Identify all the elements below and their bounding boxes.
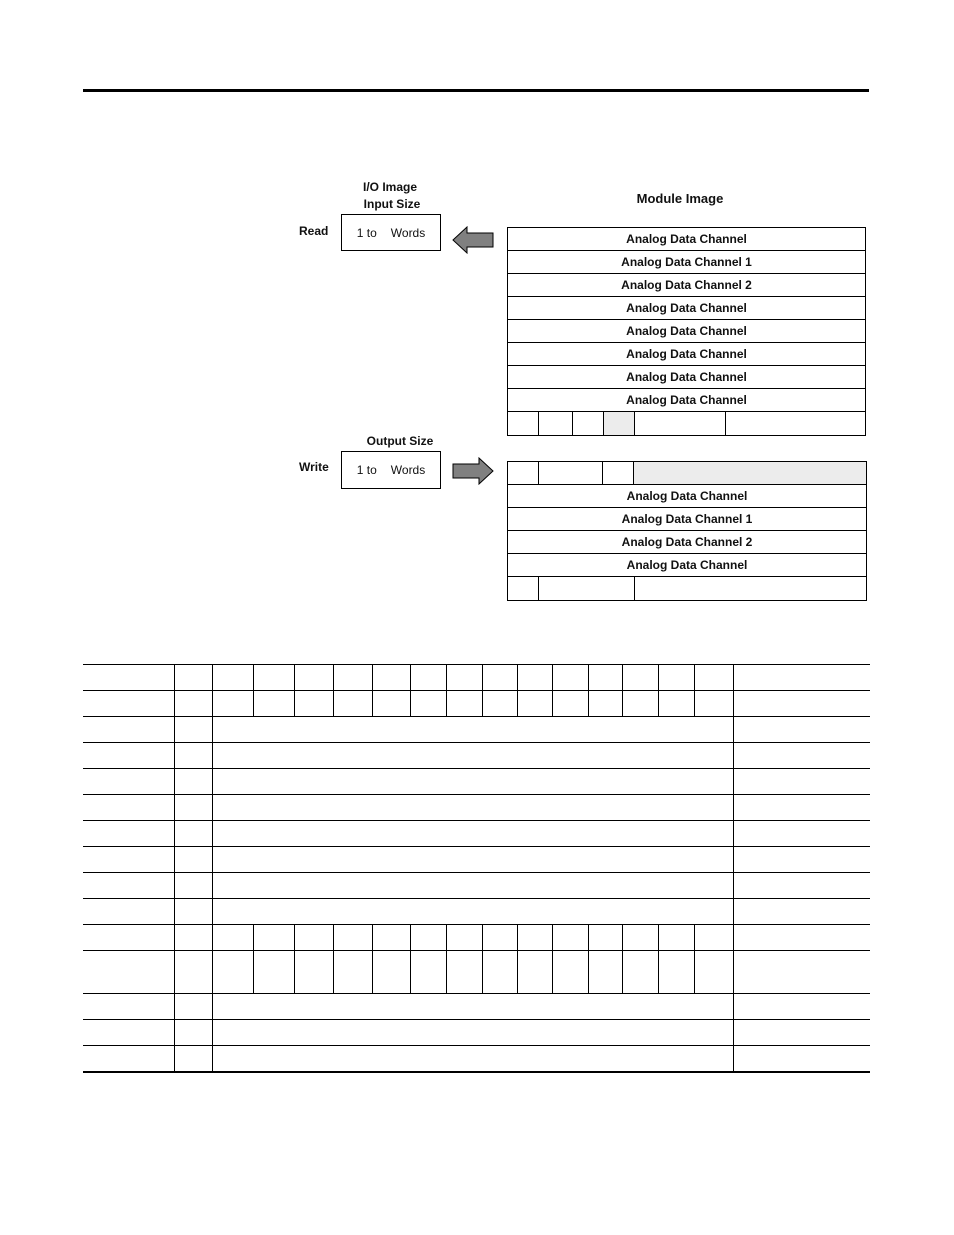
read-row: Analog Data Channel 2 [508, 274, 865, 297]
write-row: Analog Data Channel [508, 554, 866, 577]
write-row: Analog Data Channel 2 [508, 531, 866, 554]
table-row [83, 1046, 870, 1073]
read-row: Analog Data Channel [508, 228, 865, 251]
input-size-unit: Words [390, 225, 426, 240]
table-row [83, 795, 870, 821]
table-row [83, 847, 870, 873]
output-size-unit: Words [390, 463, 426, 477]
read-row: Analog Data Channel [508, 389, 865, 412]
read-row: Analog Data Channel [508, 366, 865, 389]
read-row: Analog Data Channel [508, 297, 865, 320]
table-row [83, 925, 870, 951]
input-size-title: Input Size [363, 197, 421, 211]
header-rule [83, 89, 869, 92]
read-arrow-icon [452, 226, 494, 254]
output-size-title: Output Size [366, 434, 434, 448]
table-row [83, 743, 870, 769]
read-module-image [507, 227, 866, 436]
module-image-title: Module Image [636, 191, 724, 206]
write-label: Write [299, 460, 329, 474]
word-bit-table [83, 664, 870, 1073]
input-size-range: 1 to [356, 225, 377, 240]
table-row [83, 691, 870, 717]
table-row [83, 1020, 870, 1046]
read-row: Analog Data Channel [508, 320, 865, 343]
write-control-row [508, 462, 866, 485]
output-size-range: 1 to [356, 463, 377, 477]
table-row [83, 873, 870, 899]
write-arrow-icon [452, 457, 494, 485]
table-row [83, 899, 870, 925]
read-row: Analog Data Channel [508, 343, 865, 366]
io-image-title: I/O Image [362, 180, 418, 194]
read-row: Analog Data Channel 1 [508, 251, 865, 274]
table-row [83, 994, 870, 1020]
write-module-image [507, 461, 867, 601]
write-row: Analog Data Channel [508, 485, 866, 508]
table-row [83, 665, 870, 691]
input-size-box [341, 214, 441, 251]
output-size-box [341, 451, 441, 489]
table-row [83, 821, 870, 847]
table-row [83, 717, 870, 743]
write-row: Analog Data Channel 1 [508, 508, 866, 531]
read-label: Read [299, 224, 329, 238]
read-status-row [508, 412, 865, 435]
write-status-row [508, 577, 866, 600]
table-row [83, 951, 870, 994]
table-row [83, 769, 870, 795]
